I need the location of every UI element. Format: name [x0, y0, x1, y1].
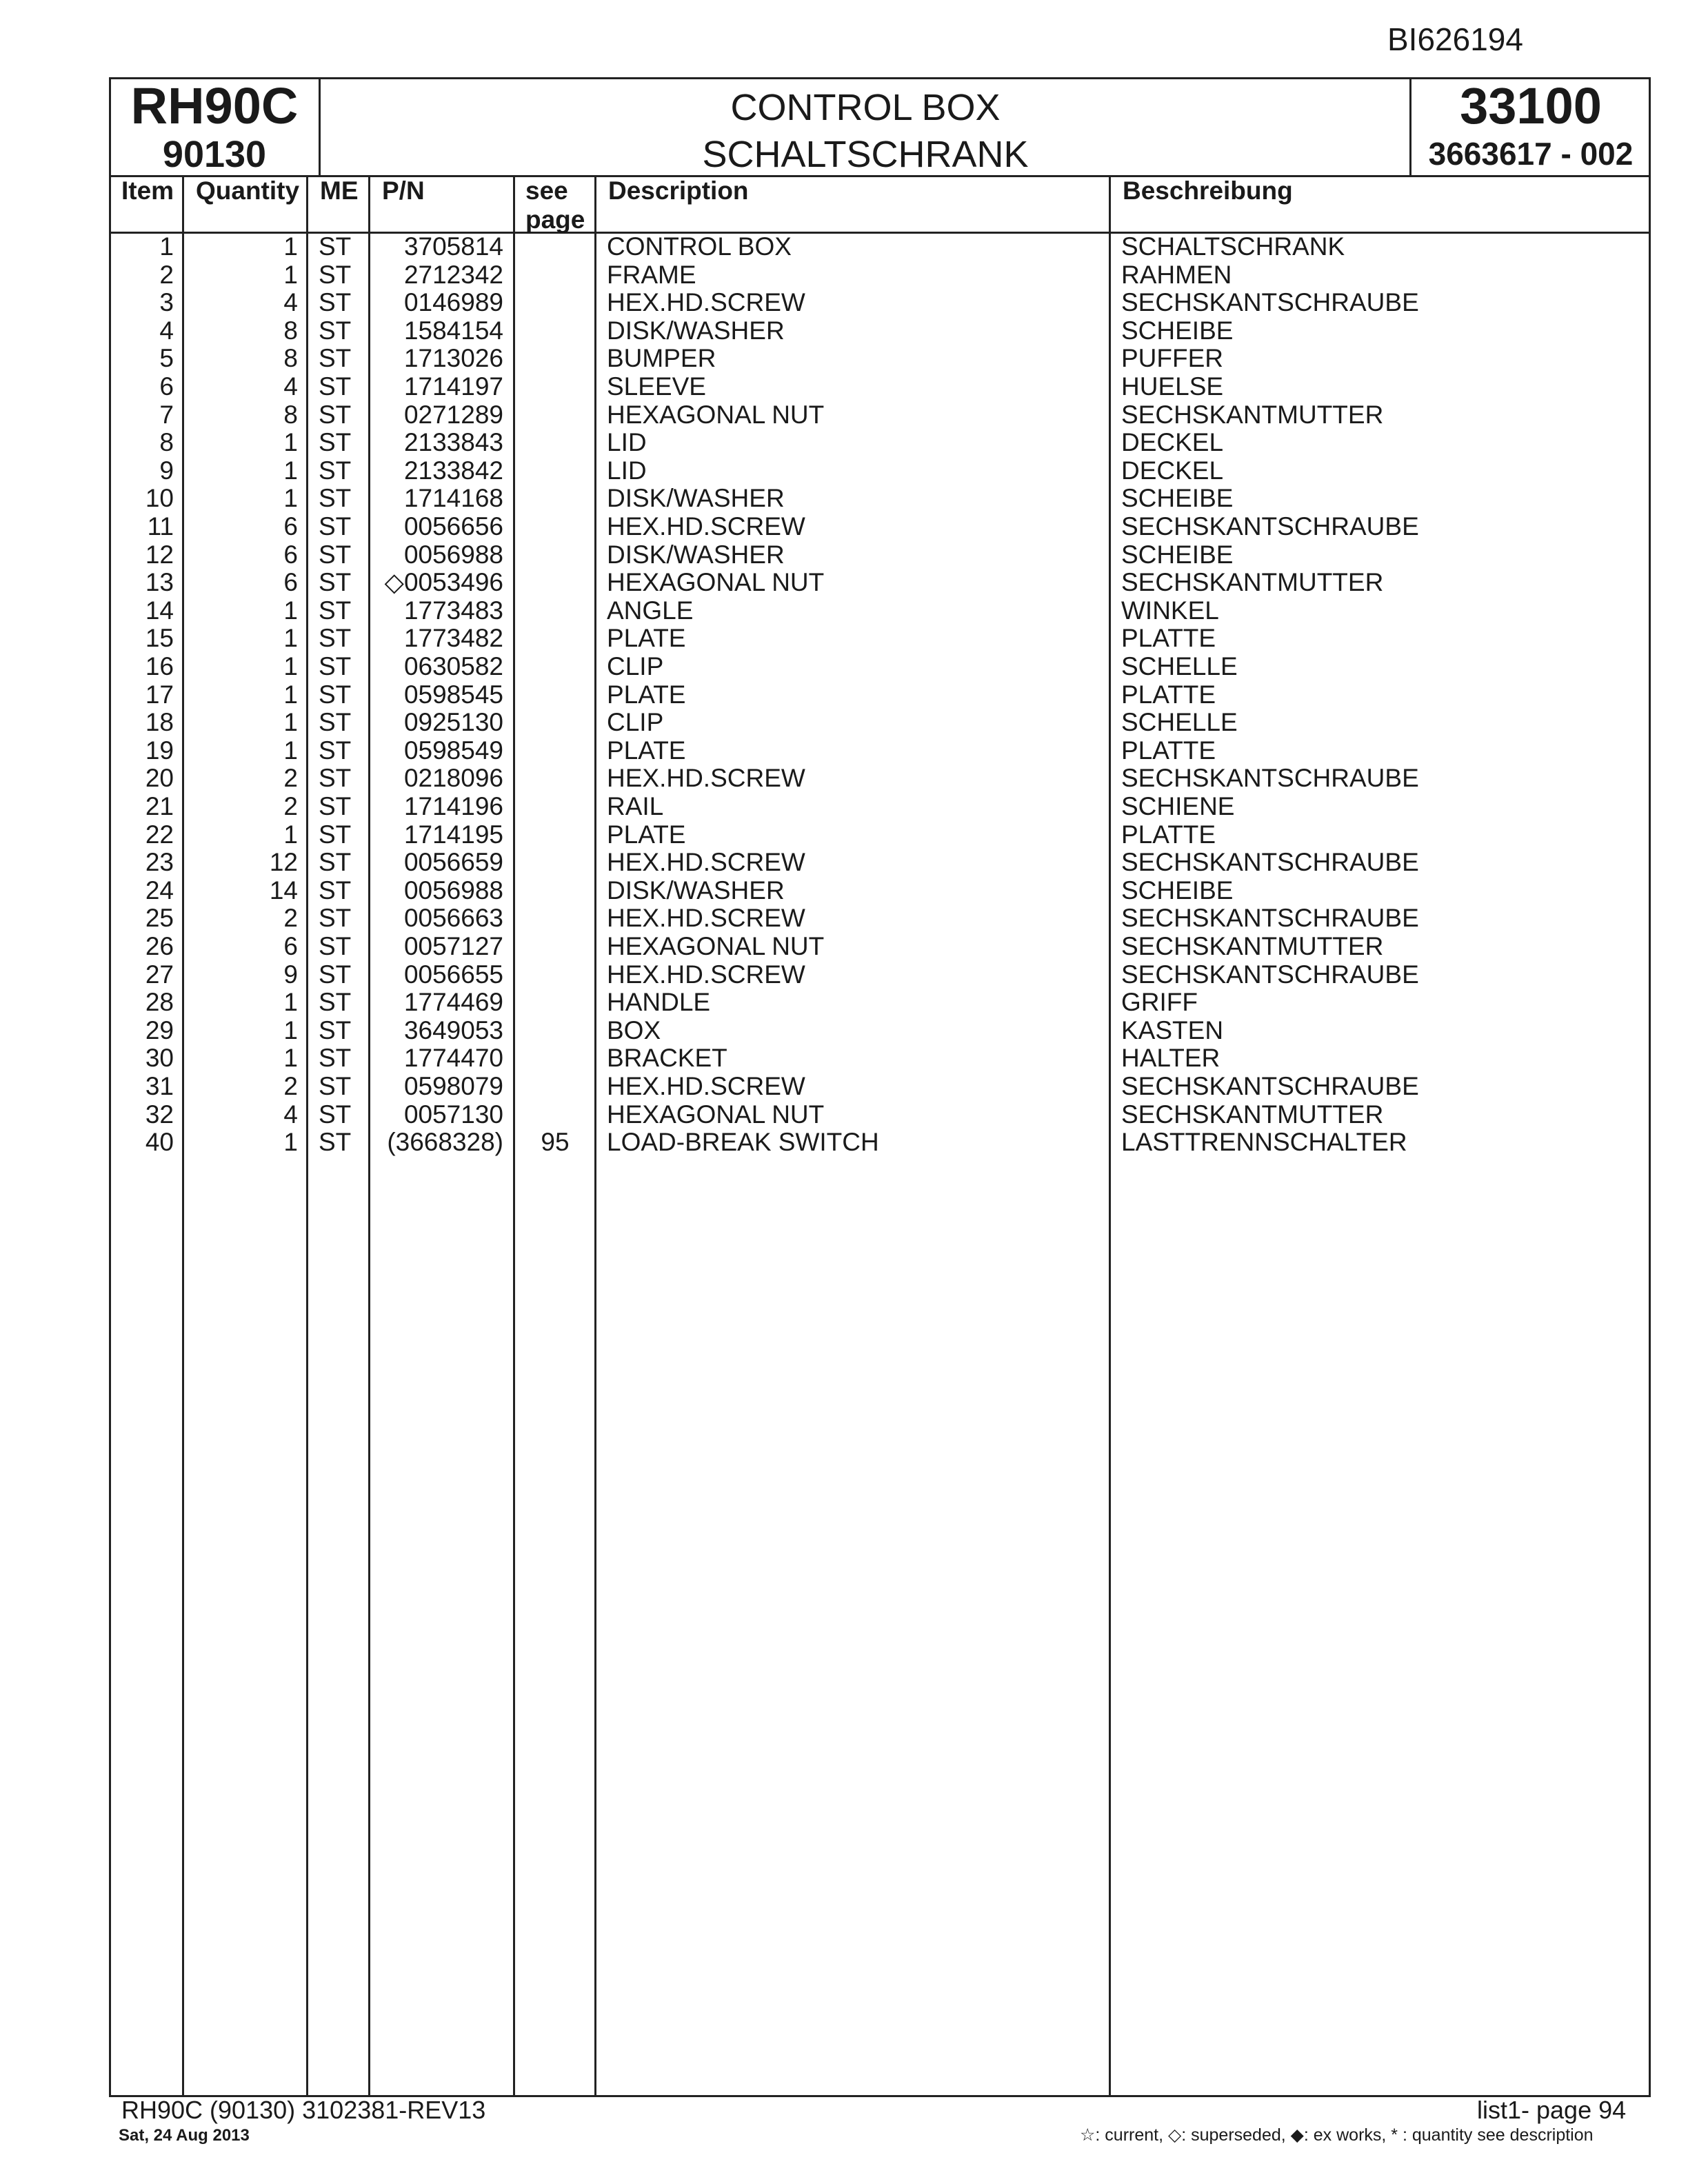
description-cell: CLIP	[607, 652, 664, 680]
description-cell: SLEEVE	[607, 372, 706, 401]
item-number-cell: 27	[145, 960, 174, 989]
item-number-cell: 2	[159, 260, 174, 289]
table-row	[0, 904, 1688, 933]
beschreibung-cell: SECHSKANTMUTTER	[1121, 400, 1384, 429]
unit-cell: ST	[319, 428, 352, 457]
beschreibung-cell: PUFFER	[1121, 344, 1223, 373]
quantity-cell: 1	[283, 1044, 298, 1073]
description-cell: HEX.HD.SCREW	[607, 512, 805, 540]
description-cell: HEXAGONAL NUT	[607, 1100, 825, 1129]
beschreibung-cell: SCHEIBE	[1121, 540, 1234, 569]
quantity-cell: 2	[283, 1072, 298, 1100]
beschreibung-cell: SCHEIBE	[1121, 876, 1234, 904]
quantity-cell: 2	[283, 764, 298, 793]
model-name: RH90C	[130, 77, 299, 134]
beschreibung-cell: SECHSKANTSCHRAUBE	[1121, 764, 1419, 793]
quantity-cell: 1	[283, 232, 298, 261]
unit-cell: ST	[319, 456, 352, 485]
column-header-me: ME	[320, 176, 359, 205]
document-id: BI626194	[1387, 21, 1523, 57]
item-number-cell: 24	[145, 876, 174, 904]
unit-cell: ST	[319, 960, 352, 989]
table-row	[0, 933, 1688, 961]
column-header-quantity: Quantity	[196, 176, 300, 205]
beschreibung-cell: PLATTE	[1121, 680, 1216, 709]
beschreibung-cell: PLATTE	[1121, 736, 1216, 765]
unit-cell: ST	[319, 792, 352, 820]
part-number-cell: 0056655	[403, 960, 503, 989]
unit-cell: ST	[319, 624, 352, 653]
title-block	[320, 77, 1411, 178]
footer-page-number: list1- page 94	[1477, 2096, 1627, 2124]
quantity-cell: 6	[283, 512, 298, 540]
quantity-cell: 2	[283, 792, 298, 820]
item-number-cell: 32	[145, 1100, 174, 1129]
footer-date: Sat, 24 Aug 2013	[119, 2126, 250, 2145]
column-header-description: Description	[608, 176, 749, 205]
quantity-cell: 1	[283, 820, 298, 849]
beschreibung-cell: SCHEIBE	[1121, 316, 1234, 345]
beschreibung-cell: PLATTE	[1121, 820, 1216, 849]
part-number-cell: 1714168	[403, 484, 503, 513]
unit-cell: ST	[319, 260, 352, 289]
part-number-cell: 0271289	[403, 400, 503, 429]
unit-cell: ST	[319, 708, 352, 737]
table-row	[0, 1073, 1688, 1101]
part-number-cell: 2712342	[403, 260, 503, 289]
part-number-cell: 2133842	[403, 456, 503, 485]
unit-cell: ST	[319, 736, 352, 765]
item-number-cell: 7	[159, 400, 174, 429]
part-number-cell: 0056659	[403, 848, 503, 877]
item-number-cell: 9	[159, 456, 174, 485]
unit-cell: ST	[319, 652, 352, 680]
item-number-cell: 22	[145, 820, 174, 849]
table-row	[0, 569, 1688, 597]
quantity-cell: 2	[283, 904, 298, 933]
table-row	[0, 485, 1688, 513]
unit-cell: ST	[319, 288, 352, 317]
part-number-cell: 0598079	[403, 1072, 503, 1100]
unit-cell: ST	[319, 596, 352, 625]
quantity-cell: 1	[283, 680, 298, 709]
title-english: CONTROL BOX	[730, 87, 1001, 128]
see-page-cell: 95	[541, 1128, 570, 1157]
description-cell: PLATE	[607, 680, 686, 709]
quantity-cell: 1	[283, 456, 298, 485]
quantity-cell: 6	[283, 540, 298, 569]
description-cell: PLATE	[607, 820, 686, 849]
beschreibung-cell: SECHSKANTSCHRAUBE	[1121, 288, 1419, 317]
beschreibung-cell: SECHSKANTSCHRAUBE	[1121, 512, 1419, 540]
part-number-cell: 1773483	[403, 596, 503, 625]
table-row	[0, 625, 1688, 653]
unit-cell: ST	[319, 988, 352, 1017]
part-number-cell: 0146989	[403, 288, 503, 317]
description-cell: HEXAGONAL NUT	[607, 932, 825, 960]
footer-document-ref: RH90C (90130) 3102381-REV13	[121, 2096, 486, 2124]
beschreibung-cell: LASTTRENNSCHALTER	[1121, 1128, 1407, 1157]
item-number-cell: 23	[145, 848, 174, 877]
item-number-cell: 17	[145, 680, 174, 709]
table-row	[0, 737, 1688, 765]
part-number-cell: ◇0053496	[384, 568, 503, 597]
item-number-cell: 4	[159, 316, 174, 345]
quantity-cell: 14	[269, 876, 298, 904]
quantity-cell: 1	[283, 624, 298, 653]
quantity-cell: 1	[283, 260, 298, 289]
description-cell: BOX	[607, 1015, 661, 1044]
unit-cell: ST	[319, 232, 352, 261]
description-cell: HEX.HD.SCREW	[607, 288, 805, 317]
description-cell: LID	[607, 428, 647, 457]
table-row	[0, 261, 1688, 290]
description-cell: HEXAGONAL NUT	[607, 400, 825, 429]
table-row	[0, 513, 1688, 541]
unit-cell: ST	[319, 848, 352, 877]
item-number-cell: 1	[159, 232, 174, 261]
description-cell: HEX.HD.SCREW	[607, 764, 805, 793]
item-number-cell: 31	[145, 1072, 174, 1100]
beschreibung-cell: GRIFF	[1121, 988, 1198, 1017]
item-number-cell: 6	[159, 372, 174, 401]
quantity-cell: 6	[283, 568, 298, 597]
quantity-cell: 12	[269, 848, 298, 877]
table-row	[0, 1129, 1688, 1157]
part-number-cell: 2133843	[403, 428, 503, 457]
quantity-cell: 4	[283, 1100, 298, 1129]
unit-cell: ST	[319, 680, 352, 709]
beschreibung-cell: HALTER	[1121, 1044, 1220, 1073]
model-block	[109, 77, 320, 175]
beschreibung-cell: HUELSE	[1121, 372, 1224, 401]
part-number-cell: 0056656	[403, 512, 503, 540]
description-cell: LOAD-BREAK SWITCH	[607, 1128, 879, 1157]
quantity-cell: 1	[283, 1015, 298, 1044]
item-number-cell: 29	[145, 1015, 174, 1044]
item-number-cell: 26	[145, 932, 174, 960]
description-cell: DISK/WASHER	[607, 484, 785, 513]
beschreibung-cell: SECHSKANTSCHRAUBE	[1121, 848, 1419, 877]
quantity-cell: 1	[283, 652, 298, 680]
table-row	[0, 429, 1688, 457]
unit-cell: ST	[319, 540, 352, 569]
table-row	[0, 373, 1688, 401]
quantity-cell: 1	[283, 708, 298, 737]
unit-cell: ST	[319, 1015, 352, 1044]
part-number-cell: 0056663	[403, 904, 503, 933]
group-number-block	[1411, 77, 1651, 174]
unit-cell: ST	[319, 400, 352, 429]
unit-cell: ST	[319, 1044, 352, 1073]
unit-cell: ST	[319, 568, 352, 597]
item-number-cell: 16	[145, 652, 174, 680]
unit-cell: ST	[319, 1072, 352, 1100]
quantity-cell: 6	[283, 932, 298, 960]
beschreibung-cell: SECHSKANTMUTTER	[1121, 568, 1384, 597]
unit-cell: ST	[319, 512, 352, 540]
description-cell: CLIP	[607, 708, 664, 737]
model-code: 90130	[162, 134, 267, 175]
part-number-cell: 1714196	[403, 792, 503, 820]
see-page-label-line2: page	[525, 205, 585, 234]
beschreibung-cell: RAHMEN	[1121, 260, 1232, 289]
see-page-label-line1: see	[525, 176, 568, 205]
beschreibung-cell: KASTEN	[1121, 1015, 1224, 1044]
part-number-cell: (3668328)	[387, 1128, 503, 1157]
table-row	[0, 765, 1688, 793]
quantity-cell: 1	[283, 428, 298, 457]
description-cell: CONTROL BOX	[607, 232, 792, 261]
part-number-cell: 1713026	[403, 344, 503, 373]
beschreibung-cell: SECHSKANTSCHRAUBE	[1121, 1072, 1419, 1100]
table-row	[0, 877, 1688, 905]
item-number-cell: 19	[145, 736, 174, 765]
description-cell: LID	[607, 456, 647, 485]
table-row	[0, 233, 1688, 261]
table-row	[0, 709, 1688, 737]
quantity-cell: 1	[283, 596, 298, 625]
quantity-cell: 1	[283, 736, 298, 765]
table-row	[0, 653, 1688, 681]
table-row	[0, 821, 1688, 849]
description-cell: BRACKET	[607, 1044, 727, 1073]
part-number-cell: 1584154	[403, 316, 503, 345]
title-german: SCHALTSCHRANK	[702, 134, 1029, 175]
column-header-pn: P/N	[382, 176, 425, 205]
description-cell: HEX.HD.SCREW	[607, 960, 805, 989]
description-cell: RAIL	[607, 792, 664, 820]
quantity-cell: 1	[283, 988, 298, 1017]
quantity-cell: 1	[283, 484, 298, 513]
table-row	[0, 457, 1688, 485]
item-number-cell: 15	[145, 624, 174, 653]
item-number-cell: 18	[145, 708, 174, 737]
part-number-cell: 3705814	[403, 232, 503, 261]
part-number-cell: 3649053	[403, 1015, 503, 1044]
beschreibung-cell: SCHELLE	[1121, 652, 1238, 680]
part-number-cell: 0598549	[403, 736, 503, 765]
beschreibung-cell: SECHSKANTSCHRAUBE	[1121, 960, 1419, 989]
part-number-cell: 0057130	[403, 1100, 503, 1129]
unit-cell: ST	[319, 1100, 352, 1129]
beschreibung-cell: PLATTE	[1121, 624, 1216, 653]
beschreibung-cell: SCHALTSCHRANK	[1121, 232, 1345, 261]
table-row	[0, 989, 1688, 1017]
description-cell: FRAME	[607, 260, 696, 289]
item-number-cell: 12	[145, 540, 174, 569]
column-header-beschreibung: Beschreibung	[1123, 176, 1293, 205]
unit-cell: ST	[319, 820, 352, 849]
unit-cell: ST	[319, 316, 352, 345]
table-row	[0, 401, 1688, 429]
quantity-cell: 4	[283, 288, 298, 317]
item-number-cell: 20	[145, 764, 174, 793]
part-number-cell: 0925130	[403, 708, 503, 737]
item-number-cell: 25	[145, 904, 174, 933]
group-number: 33100	[1460, 77, 1602, 134]
beschreibung-cell: SECHSKANTSCHRAUBE	[1121, 904, 1419, 933]
table-row	[0, 1017, 1688, 1045]
table-row	[0, 793, 1688, 821]
description-cell: HEX.HD.SCREW	[607, 1072, 805, 1100]
description-cell: BUMPER	[607, 344, 716, 373]
table-row	[0, 289, 1688, 317]
description-cell: HANDLE	[607, 988, 711, 1017]
table-row	[0, 317, 1688, 345]
description-cell: DISK/WASHER	[607, 540, 785, 569]
footer-symbol-legend: ☆: current, ◇: superseded, ◆: ex works, * : quantity see description	[1080, 2125, 1594, 2145]
part-number-cell: 1774470	[403, 1044, 503, 1073]
beschreibung-cell: SCHELLE	[1121, 708, 1238, 737]
part-number-cell: 1774469	[403, 988, 503, 1017]
quantity-cell: 8	[283, 400, 298, 429]
description-cell: HEX.HD.SCREW	[607, 848, 805, 877]
unit-cell: ST	[319, 372, 352, 401]
table-row	[0, 1101, 1688, 1129]
part-number-cell: 0056988	[403, 876, 503, 904]
item-number-cell: 3	[159, 288, 174, 317]
beschreibung-cell: SCHEIBE	[1121, 484, 1234, 513]
item-number-cell: 8	[159, 428, 174, 457]
part-number-cell: 0630582	[403, 652, 503, 680]
part-number-cell: 0056988	[403, 540, 503, 569]
beschreibung-cell: DECKEL	[1121, 428, 1224, 457]
beschreibung-cell: WINKEL	[1121, 596, 1219, 625]
item-number-cell: 10	[145, 484, 174, 513]
item-number-cell: 14	[145, 596, 174, 625]
item-number-cell: 11	[147, 512, 174, 540]
table-row	[0, 345, 1688, 373]
item-number-cell: 5	[159, 344, 174, 373]
item-number-cell: 28	[145, 988, 174, 1017]
description-cell: ANGLE	[607, 596, 694, 625]
unit-cell: ST	[319, 876, 352, 904]
quantity-cell: 9	[283, 960, 298, 989]
beschreibung-cell: SECHSKANTMUTTER	[1121, 1100, 1384, 1129]
part-number-cell: 1714197	[403, 372, 503, 401]
table-row	[0, 961, 1688, 989]
beschreibung-cell: DECKEL	[1121, 456, 1224, 485]
unit-cell: ST	[319, 932, 352, 960]
description-cell: DISK/WASHER	[607, 876, 785, 904]
table-row	[0, 597, 1688, 625]
description-cell: HEX.HD.SCREW	[607, 904, 805, 933]
unit-cell: ST	[319, 1128, 352, 1157]
table-row	[0, 1044, 1688, 1073]
table-row	[0, 849, 1688, 877]
description-cell: PLATE	[607, 736, 686, 765]
column-header-see-page	[525, 176, 585, 234]
unit-cell: ST	[319, 344, 352, 373]
group-reference: 3663617 - 002	[1428, 136, 1634, 172]
beschreibung-cell: SECHSKANTMUTTER	[1121, 932, 1384, 960]
column-header-item: Item	[121, 176, 174, 205]
item-number-cell: 13	[145, 568, 174, 597]
unit-cell: ST	[319, 764, 352, 793]
part-number-cell: 1714195	[403, 820, 503, 849]
description-cell: DISK/WASHER	[607, 316, 785, 345]
unit-cell: ST	[319, 904, 352, 933]
part-number-cell: 1773482	[403, 624, 503, 653]
description-cell: PLATE	[607, 624, 686, 653]
beschreibung-cell: SCHIENE	[1121, 792, 1235, 820]
item-number-cell: 40	[145, 1128, 174, 1157]
table-row	[0, 541, 1688, 569]
description-cell: HEXAGONAL NUT	[607, 568, 825, 597]
unit-cell: ST	[319, 484, 352, 513]
quantity-cell: 4	[283, 372, 298, 401]
part-number-cell: 0598545	[403, 680, 503, 709]
item-number-cell: 30	[145, 1044, 174, 1073]
quantity-cell: 8	[283, 344, 298, 373]
table-row	[0, 681, 1688, 709]
quantity-cell: 1	[283, 1128, 298, 1157]
item-number-cell: 21	[145, 792, 174, 820]
part-number-cell: 0218096	[403, 764, 503, 793]
part-number-cell: 0057127	[403, 932, 503, 960]
quantity-cell: 8	[283, 316, 298, 345]
